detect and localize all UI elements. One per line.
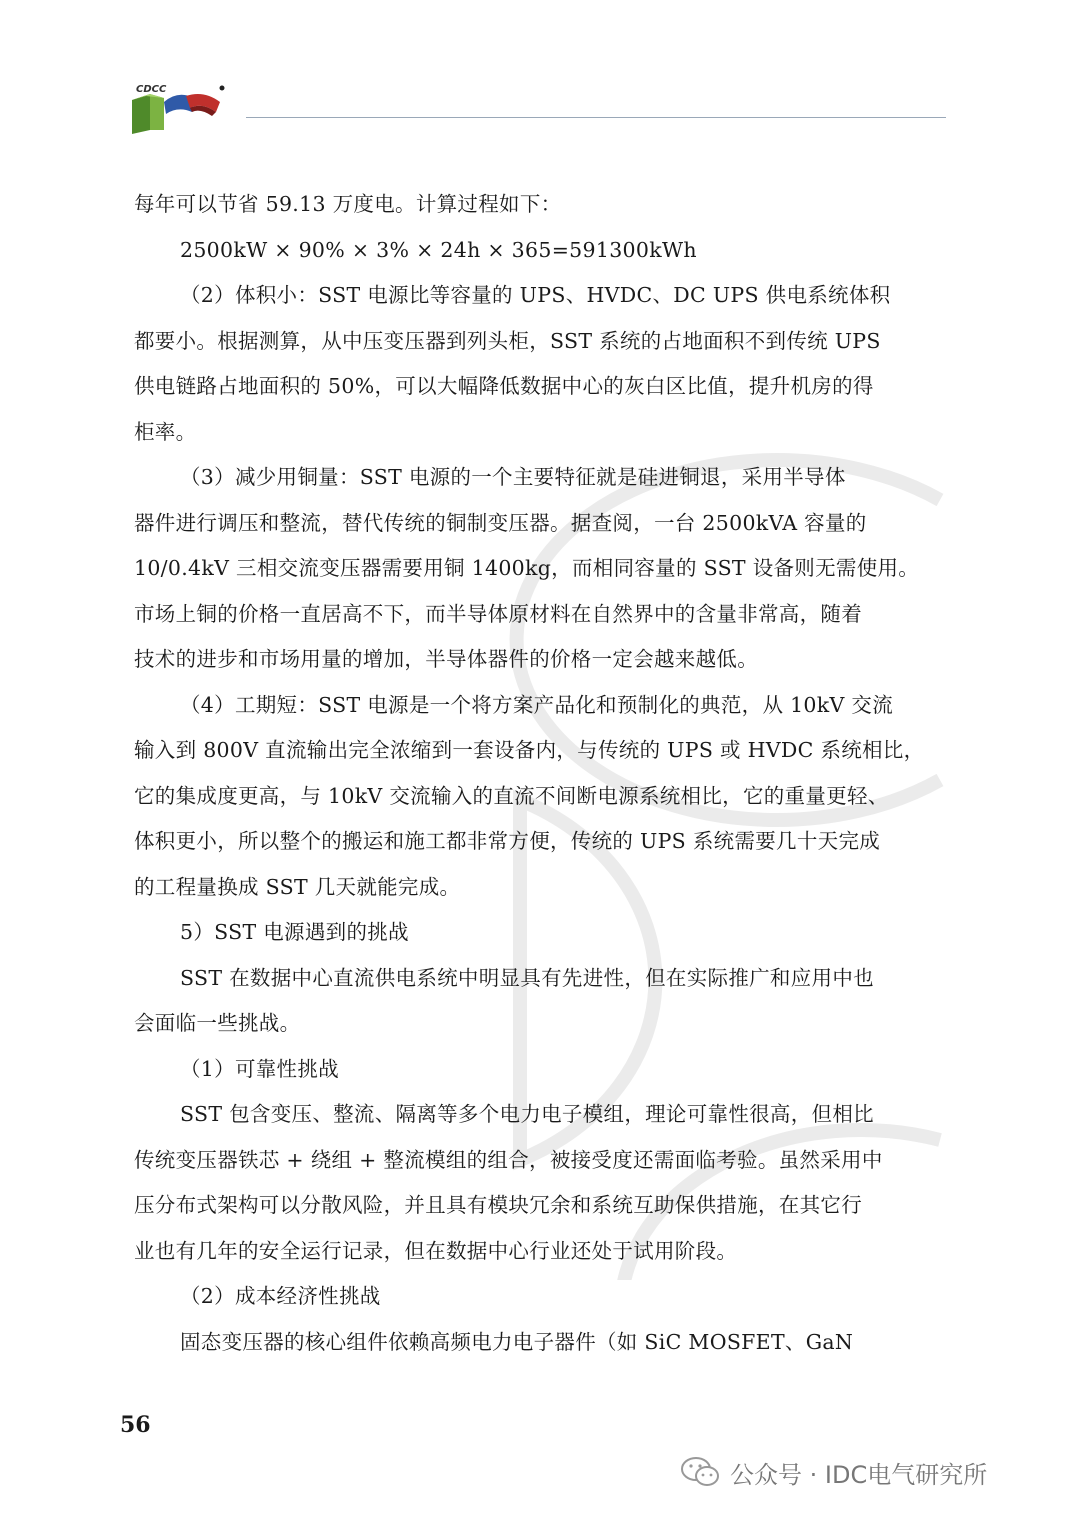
wechat-icon (680, 1455, 720, 1489)
page-number: 56 (120, 1412, 151, 1438)
text-line: 的工程量换成 SST 几天就能完成。 (134, 874, 461, 899)
body-text (134, 182, 946, 1365)
text-line: 市场上铜的价格一直居高不下，而半导体原材料在自然界中的含量非常高，随着 (134, 601, 862, 626)
text-line: 都要小。根据测算，从中压变压器到列头柜，SST 系统的占地面积不到传统 UPS (134, 328, 881, 353)
text-line: 体积更小，所以整个的搬运和施工都非常方便，传统的 UPS 系统需要几十天完成 (134, 829, 881, 853)
text-line: 5）SST 电源遇到的挑战 (180, 920, 409, 944)
text-line: （2）体积小：SST 电源比等容量的 UPS、HVDC、DC UPS 供电系统体积 (180, 283, 891, 307)
text-line: （2）成本经济性挑战 (180, 1284, 381, 1308)
text-line: 固态变压器的核心组件依赖高频电力电子器件（如 SiC MOSFET、GaN (180, 1329, 854, 1354)
text-line: SST 包含变压、整流、隔离等多个电力电子模组，理论可靠性很高，但相比 (180, 1102, 874, 1126)
text-line: （3）减少用铜量：SST 电源的一个主要特征就是硅进铜退，采用半导体 (180, 465, 846, 489)
text-line: SST 在数据中心直流供电系统中明显具有先进性，但在实际推广和应用中也 (180, 965, 874, 990)
header-rule (246, 117, 946, 118)
text-line: 每年可以节省 59.13 万度电。计算过程如下： (134, 192, 562, 216)
text-line: （1）可靠性挑战 (180, 1056, 339, 1081)
text-line: 传统变压器铁芯 + 绕组 + 整流模组的组合，被接受度还需面临考验。虽然采用中 (134, 1147, 883, 1172)
text-line: 柜率。 (134, 419, 197, 444)
text-line: 压分布式架构可以分散风险，并且具有模块冗余和系统互助保供措施，在其它行 (134, 1193, 862, 1217)
text-line: 2500kW × 90% × 3% × 24h × 365=591300kWh (180, 237, 697, 262)
text-line: 10/0.4kV 三相交流变压器需要用铜 1400kg，而相同容量的 SST 设备则无需使用。 (134, 556, 920, 580)
wechat-footer (680, 1454, 987, 1490)
text-line: 会面临一些挑战。 (134, 1011, 301, 1035)
text-line: 供电链路占地面积的 50%，可以大幅降低数据中心的灰白区比值，提升机房的得 (134, 374, 874, 398)
text-line: 业也有几年的安全运行记录，但在数据中心行业还处于试用阶段。 (134, 1238, 738, 1263)
cdcc-logo (128, 72, 228, 134)
text-line: 输入到 800V 直流输出完全浓缩到一套设备内，与传统的 UPS 或 HVDC 系统相比， (134, 738, 925, 762)
text-line: 器件进行调压和整流，替代传统的铜制变压器。据查阅，一台 2500kVA 容量的 (134, 510, 867, 535)
text-line: 它的集成度更高，与 10kV 交流输入的直流不间断电源系统相比，它的重量更轻、 (134, 783, 889, 808)
footer-text: 公众号 · IDC电气研究所 (730, 1460, 988, 1489)
text-line: （4）工期短：SST 电源是一个将方案产品化和预制化的典范，从 10kV 交流 (180, 692, 894, 717)
text-line: 技术的进步和市场用量的增加，半导体器件的价格一定会越来越低。 (134, 647, 758, 671)
logo-text: CDCC (136, 84, 167, 95)
